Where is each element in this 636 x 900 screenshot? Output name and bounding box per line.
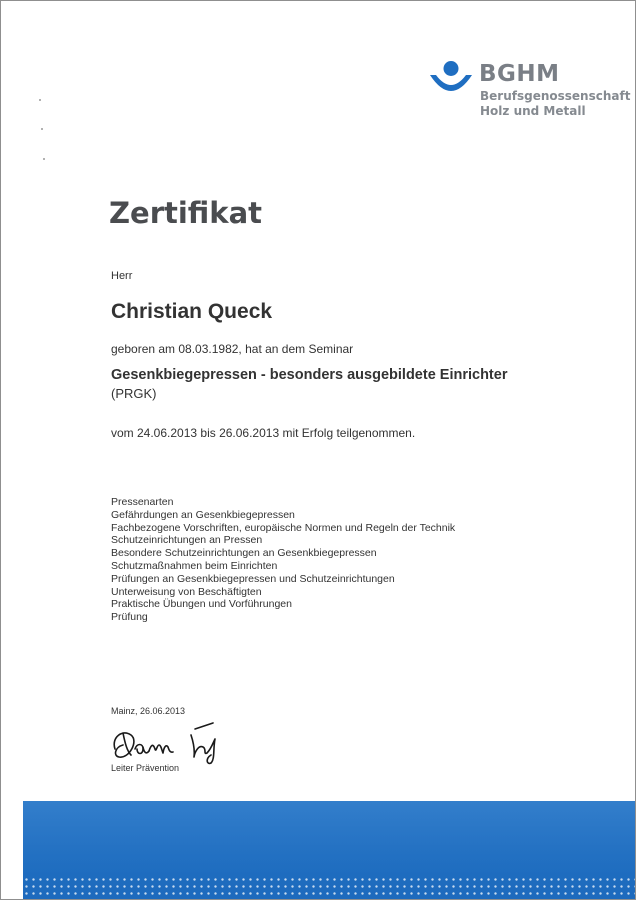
punch-mark (43, 158, 45, 160)
signer-role: Leiter Prävention (111, 763, 180, 773)
logo-wordmark: BGHM (479, 61, 560, 87)
birth-date-line: geboren am 08.03.1982, hat an dem Seminar (111, 342, 354, 356)
handwritten-signature (109, 719, 259, 765)
bghm-emblem-icon (429, 59, 473, 103)
band-gradient (23, 801, 635, 876)
punch-mark (41, 128, 43, 130)
topic-item: Pressenarten (111, 496, 174, 508)
topic-item: Besondere Schutzeinrichtungen an Gesenkbiegepressen (111, 547, 377, 560)
topic-item: Schutzeinrichtungen an Pressen (111, 534, 263, 547)
seminar-code: (PRGK) (111, 386, 157, 401)
topic-item: Praktische Übungen und Vorführungen (111, 598, 292, 611)
topic-list (111, 496, 455, 624)
place-date: Mainz, 26.06.2013 (111, 706, 186, 716)
seminar-title: Gesenkbiegepressen - besonders ausgebildete Einrichter (111, 367, 508, 383)
bghm-logo (429, 59, 629, 123)
band-dot-pattern (23, 876, 635, 899)
logo-subtitle-line-2: Holz und Metall (480, 104, 586, 118)
decorative-blue-band (23, 801, 635, 899)
participation-period: vom 24.06.2013 bis 26.06.2013 mit Erfolg teilgenommen. (111, 426, 416, 440)
punch-mark (39, 99, 41, 101)
recipient-name: Christian Queck (111, 300, 273, 323)
topic-item: Schutzmaßnahmen beim Einrichten (111, 559, 278, 572)
topic-item: Gefährdungen an Gesenkbiegepressen (111, 508, 295, 521)
logo-subtitle-line-1: Berufsgenossenschaft (480, 89, 631, 103)
salutation: Herr (111, 270, 133, 282)
topic-item: Prüfung (111, 611, 148, 624)
topic-item: Prüfungen an Gesenkbiegepressen und Schutzeinrichtungen (111, 572, 395, 585)
topic-item: Unterweisung von Beschäftigten (111, 585, 262, 598)
certificate-title: Zertifikat (109, 196, 263, 230)
topic-item: Fachbezogene Vorschriften, europäische Normen und Regeln der Technik (111, 521, 456, 534)
